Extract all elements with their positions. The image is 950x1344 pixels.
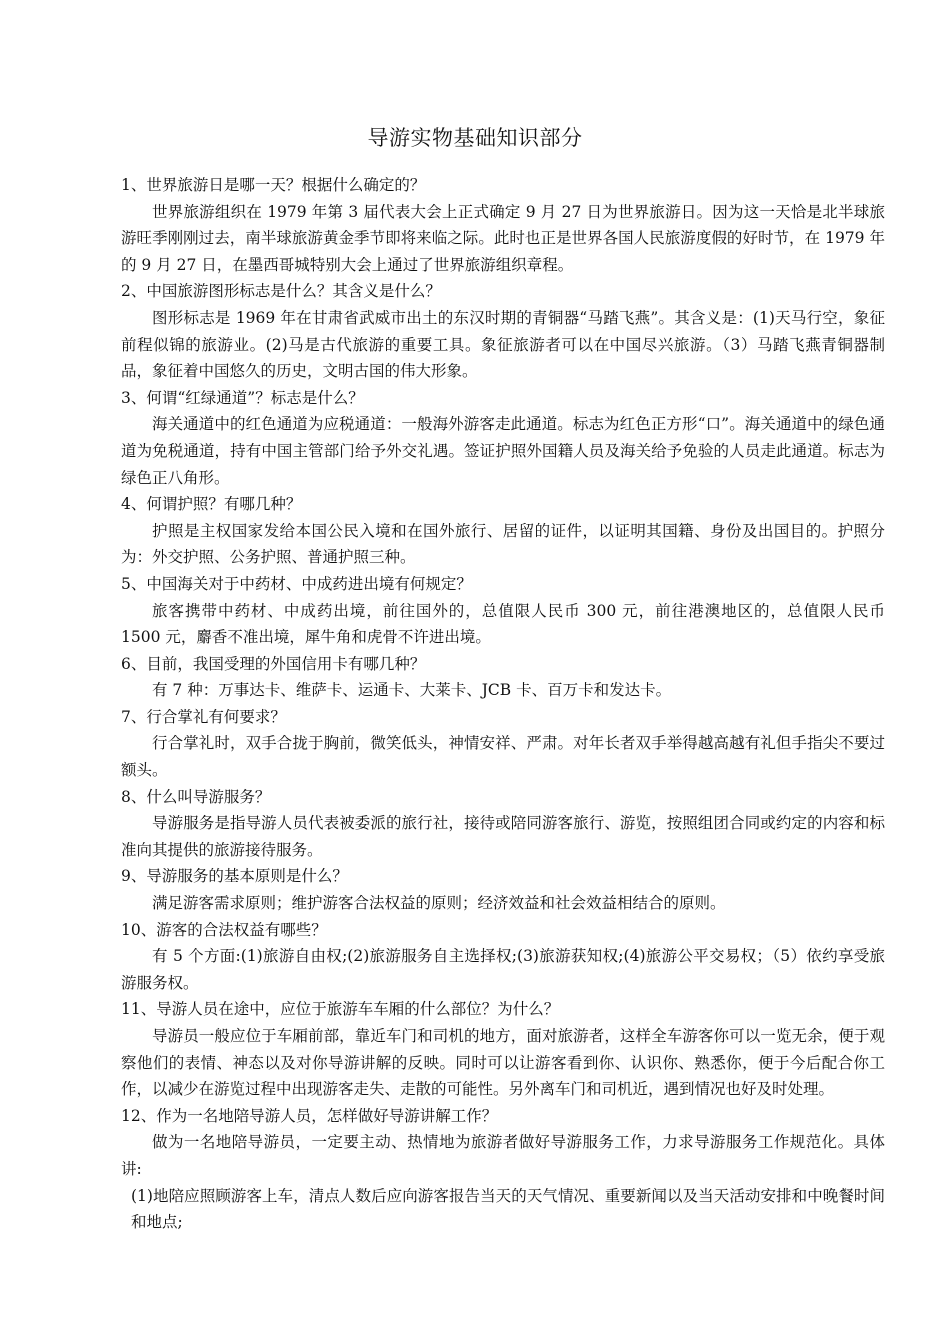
answer-4: 护照是主权国家发给本国公民入境和在国外旅行、居留的证件，以证明其国籍、身份及出国目的。护照分为：外交护照、公务护照、普通护照三种。 xyxy=(121,521,885,567)
question-11: 11、导游人员在途中，应位于旅游车车厢的什么部位？为什么？ xyxy=(121,1000,560,1019)
page-title: 导游实物基础知识部分 xyxy=(367,126,583,150)
question-2: 2、中国旅游图形标志是什么？其含义是什么？ xyxy=(121,282,441,301)
answer-1: 世界旅游组织在 1979 年第 3 届代表大会上正式确定 9 月 27 日为世界旅游日。因为这一天恰是北半球旅游旺季刚刚过去，南半球旅游黄金季节即将来临之际。此时也正是世界各国人民旅游度假的好时节，在 1979 年的 9 月 27 日，在墨西哥城特别大会上通过了世界旅游组织章程。 xyxy=(121,202,885,274)
answer-5: 旅客携带中药材、中成药出境，前往国外的，总值限人民币 300 元，前往港澳地区的，总值限人民币 1500 元，麝香不准出境，犀牛角和虎骨不许进出境。 xyxy=(121,601,885,647)
answer-8: 导游服务是指导游人员代表被委派的旅行社，接待或陪同游客旅行、游览，按照组团合同或约定的内容和标准向其提供的旅游接待服务。 xyxy=(121,814,885,859)
answer-11: 导游员一般应位于车厢前部，靠近车门和司机的地方，面对旅游者，这样全车游客你可以一览无余，便于观察他们的表情、神态以及对你导游讲解的反映。同时可以让游客看到你、认识你、熟悉你，便于今后配合你工作，以减少在游览过程中出现游客走失、走散的可能性。另外离车门和司机近，遇到情况也好及时处理。 xyxy=(121,1027,885,1099)
question-8: 8、什么叫导游服务？ xyxy=(121,787,271,806)
question-7: 7、行合掌礼有何要求？ xyxy=(121,707,286,726)
question-6: 6、目前，我国受理的外国信用卡有哪几种？ xyxy=(121,654,426,673)
answer-12: 做为一名地陪导游员，一定要主动、热情地为旅游者做好导游服务工作，力求导游服务工作规范化。具体讲: xyxy=(121,1133,885,1178)
question-12: 12、作为一名地陪导游人员，怎样做好导游讲解工作？ xyxy=(121,1106,498,1125)
question-1: 1、世界旅游日是哪一天？根据什么确定的？ xyxy=(121,176,426,194)
answer-6: 有 7 种：万事达卡、维萨卡、运通卡、大莱卡、JCB 卡、百万卡和发达卡。 xyxy=(152,681,672,700)
answer-12-sub-1: (1)地陪应照顾游客上车，清点人数后应向游客报告当天的天气情况、重要新闻以及当天活动安排和中晚餐时间和地点; xyxy=(131,1186,885,1232)
answer-3: 海关通道中的红色通道为应税通道：一般海外游客走此通道。标志为红色正方形“口”。海关通道中的绿色通道为免税通道，持有中国主管部门给予外交礼遇。签证护照外国籍人员及海关给予免验的人员走此通道。标志为绿色正八角形。 xyxy=(121,415,885,487)
question-10: 10、游客的合法权益有哪些？ xyxy=(121,920,327,939)
question-5: 5、中国海关对于中药材、中成药进出境有何规定？ xyxy=(121,574,472,593)
document-body xyxy=(121,172,885,1236)
question-9: 9、导游服务的基本原则是什么？ xyxy=(121,867,348,886)
answer-7: 行合掌礼时，双手合拢于胸前，微笑低头，神情安祥、严肃。对年长者双手举得越高越有礼但手指尖不要过额头。 xyxy=(121,734,885,780)
question-3: 3、何谓“红绿通道”？标志是什么？ xyxy=(121,388,364,407)
answer-2: 图形标志是 1969 年在甘肃省武威市出土的东汉时期的青铜器“马踏飞燕”。其含义是：(1)天马行空，象征前程似锦的旅游业。(2)马是古代旅游的重要工具。象征旅游者可以在中国尽兴旅游。（3）马踏飞燕青铜器制品，象征着中国悠久的历史，文明古国的伟大形象。 xyxy=(121,308,885,381)
question-4: 4、何谓护照？有哪几种？ xyxy=(121,495,302,514)
answer-9: 满足游客需求原则；维护游客合法权益的原则；经济效益和社会效益相结合的原则。 xyxy=(152,894,726,913)
answer-10: 有 5 个方面:(1)旅游自由权;(2)旅游服务自主选择权;(3)旅游获知权;(4)旅游公平交易权；（5）依约享受旅游服务权。 xyxy=(121,947,885,992)
